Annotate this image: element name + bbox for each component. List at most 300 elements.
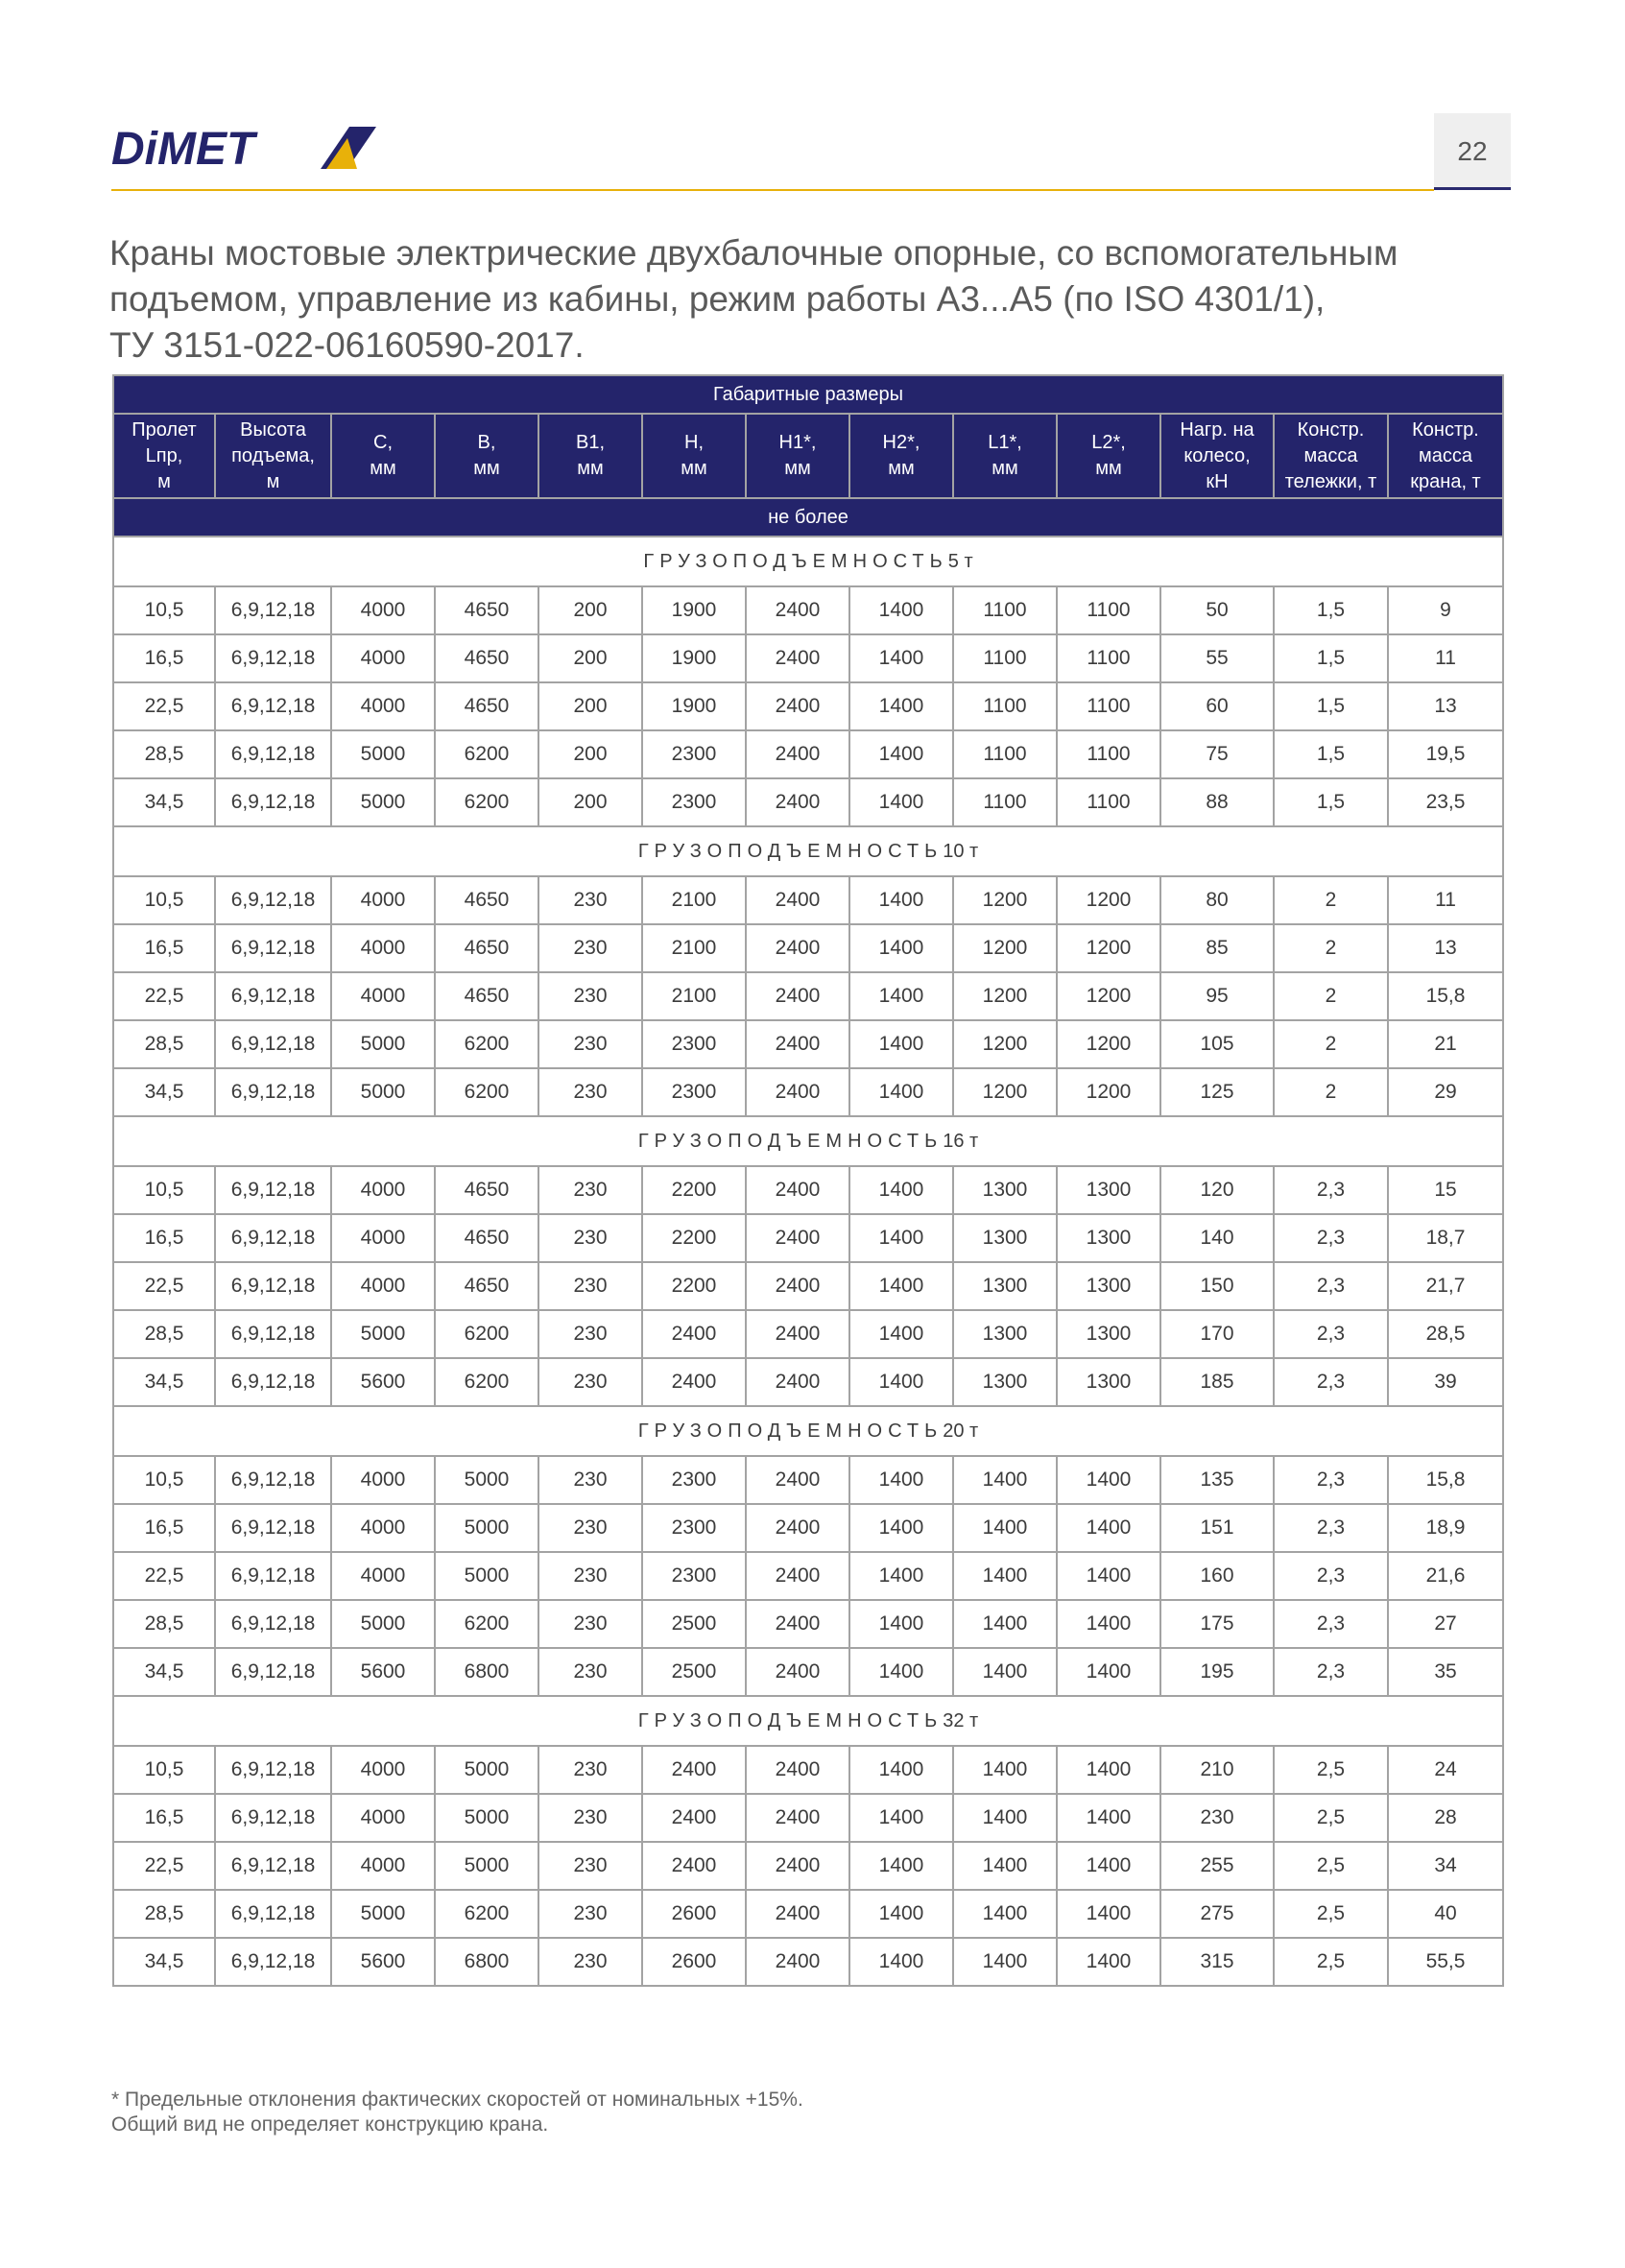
table-cell: 1400 (849, 1214, 953, 1262)
column-header (1057, 414, 1160, 498)
column-header-line: колесо, (1183, 444, 1251, 466)
table-cell: 1900 (642, 682, 746, 730)
table-cell: 1200 (1057, 876, 1160, 924)
table-cell: 1400 (1057, 1938, 1160, 1986)
table-row (113, 778, 1503, 826)
table-cell: 4650 (435, 1214, 538, 1262)
table-cell: 1100 (953, 586, 1057, 634)
table-row (113, 1938, 1503, 1986)
table-cell: 21 (1388, 1020, 1503, 1068)
table-cell: 1400 (849, 1794, 953, 1842)
table-row (113, 1794, 1503, 1842)
table-cell: 200 (538, 778, 642, 826)
table-cell: 230 (538, 1938, 642, 1986)
column-header-line: Нагр. на (1180, 418, 1255, 441)
table-cell: 2 (1274, 972, 1388, 1020)
table-cell: 6200 (435, 730, 538, 778)
table-cell: 2400 (746, 1214, 849, 1262)
table-cell: 4000 (331, 586, 435, 634)
footnote-line-1: * Предельные отклонения фактических скоростей от номинальных +15%. (111, 2089, 803, 2111)
table-row (113, 682, 1503, 730)
table-cell: 1400 (1057, 1842, 1160, 1890)
table-cell: 6,9,12,18 (215, 1214, 331, 1262)
title-line-1: Краны мостовые электрические двухбалочные опорные, со вспомогательным (109, 233, 1398, 273)
column-header-line: В, (477, 432, 496, 453)
column-header-line: масса (1419, 444, 1472, 466)
table-cell: 6200 (435, 1020, 538, 1068)
table-cell: 1400 (849, 1310, 953, 1358)
table-cell: 10,5 (113, 1456, 215, 1504)
table-cell: 1900 (642, 634, 746, 682)
column-header-line: мм (992, 458, 1018, 479)
table-row (113, 1890, 1503, 1938)
table-cell: 15,8 (1388, 1456, 1503, 1504)
table-cell: 2 (1274, 1020, 1388, 1068)
capacity-value: 20 т (943, 1420, 979, 1442)
table-cell: 2400 (746, 1456, 849, 1504)
table-cell: 255 (1160, 1842, 1274, 1890)
table-cell: 151 (1160, 1504, 1274, 1552)
table-cell: 1,5 (1274, 682, 1388, 730)
table-cell: 5000 (331, 1890, 435, 1938)
table-cell: 1400 (849, 1358, 953, 1406)
table-row (113, 1456, 1503, 1504)
table-cell: 2400 (642, 1310, 746, 1358)
table-cell: 1400 (849, 1068, 953, 1116)
table-cell: 13 (1388, 682, 1503, 730)
table-cell: 28,5 (113, 730, 215, 778)
table-cell: 34,5 (113, 778, 215, 826)
table-cell: 4000 (331, 1214, 435, 1262)
table-cell: 230 (1160, 1794, 1274, 1842)
table-cell: 1400 (1057, 1794, 1160, 1842)
table-row (113, 1020, 1503, 1068)
table-cell: 16,5 (113, 1794, 215, 1842)
table-cell: 5000 (435, 1746, 538, 1794)
table-cell: 1400 (849, 1890, 953, 1938)
table-cell: 230 (538, 1166, 642, 1214)
table-cell: 28,5 (113, 1310, 215, 1358)
table-cell: 5000 (435, 1456, 538, 1504)
column-header-line: Н1*, (778, 432, 817, 453)
table-cell: 2400 (746, 1552, 849, 1600)
table-cell: 230 (538, 1214, 642, 1262)
footnotes (111, 2088, 803, 2137)
table-cell: 6,9,12,18 (215, 1166, 331, 1214)
table-cell: 2300 (642, 1020, 746, 1068)
table-cell: 230 (538, 1794, 642, 1842)
table-cell: 1200 (953, 1020, 1057, 1068)
table-cell: 105 (1160, 1020, 1274, 1068)
table-cell: 6,9,12,18 (215, 1648, 331, 1696)
table-cell: 4000 (331, 634, 435, 682)
table-cell: 230 (538, 1842, 642, 1890)
table-cell: 2400 (746, 1262, 849, 1310)
table-cell: 6,9,12,18 (215, 1746, 331, 1794)
capacity-section-header (113, 537, 1503, 586)
table-cell: 2200 (642, 1166, 746, 1214)
table-cell: 2300 (642, 1552, 746, 1600)
column-header-line: L1*, (988, 432, 1022, 453)
table-cell: 185 (1160, 1358, 1274, 1406)
column-header-line: крана, т (1410, 470, 1481, 492)
column-header-line: кН (1206, 470, 1229, 492)
table-cell: 4000 (331, 1262, 435, 1310)
table-cell: 1400 (1057, 1504, 1160, 1552)
table-cell: 1,5 (1274, 586, 1388, 634)
table-cell: 230 (538, 876, 642, 924)
header-rule (111, 189, 1434, 191)
table-cell: 230 (538, 1600, 642, 1648)
table-cell: 2,3 (1274, 1262, 1388, 1310)
table-cell: 2,5 (1274, 1890, 1388, 1938)
table-cell: 170 (1160, 1310, 1274, 1358)
table-cell: 2400 (746, 1600, 849, 1648)
table-cell: 230 (538, 972, 642, 1020)
table-cell: 4000 (331, 1166, 435, 1214)
table-cell: 2,3 (1274, 1310, 1388, 1358)
table-cell: 11 (1388, 634, 1503, 682)
table-cell: 6,9,12,18 (215, 730, 331, 778)
table-cell: 2400 (642, 1842, 746, 1890)
capacity-label-cell (113, 1406, 1503, 1456)
table-cell: 55,5 (1388, 1938, 1503, 1986)
table-cell: 4000 (331, 1842, 435, 1890)
table-cell: 2400 (746, 876, 849, 924)
table-cell: 2400 (746, 1310, 849, 1358)
title-line-3: ТУ 3151-022-06160590-2017. (109, 325, 585, 365)
table-cell: 1900 (642, 586, 746, 634)
table-row (113, 1310, 1503, 1358)
table-cell: 5000 (435, 1504, 538, 1552)
table-cell: 125 (1160, 1068, 1274, 1116)
capacity-label: ГРУЗОПОДЪЕМНОСТЬ (637, 1130, 944, 1152)
table-cell: 1100 (953, 730, 1057, 778)
table-cell: 4000 (331, 1456, 435, 1504)
table-cell: 55 (1160, 634, 1274, 682)
table-cell: 4000 (331, 972, 435, 1020)
column-header (538, 414, 642, 498)
table-cell: 5000 (331, 1600, 435, 1648)
table-cell: 6,9,12,18 (215, 682, 331, 730)
table-cell: 2,3 (1274, 1456, 1388, 1504)
column-header (1274, 414, 1388, 498)
table-cell: 2400 (746, 1504, 849, 1552)
column-header-line: мм (473, 458, 500, 479)
table-cell: 85 (1160, 924, 1274, 972)
column-header-line: Lпр, (145, 444, 183, 466)
table-cell: 6200 (435, 1600, 538, 1648)
table-cell: 1300 (953, 1166, 1057, 1214)
table-cell: 21,6 (1388, 1552, 1503, 1600)
table-cell: 1400 (849, 1552, 953, 1600)
table-cell: 6800 (435, 1648, 538, 1696)
table-cell: 1400 (953, 1648, 1057, 1696)
table-cell: 200 (538, 730, 642, 778)
table-cell: 230 (538, 1068, 642, 1116)
table-cell: 1400 (849, 876, 953, 924)
crane-spec-table (112, 374, 1504, 1987)
table-cell: 5000 (331, 730, 435, 778)
capacity-label-cell (113, 826, 1503, 876)
table-cell: 1300 (953, 1214, 1057, 1262)
column-header-line: мм (577, 458, 604, 479)
table-cell: 200 (538, 634, 642, 682)
table-cell: 24 (1388, 1746, 1503, 1794)
table-cell: 315 (1160, 1938, 1274, 1986)
table-cell: 2,5 (1274, 1938, 1388, 1986)
table-cell: 1400 (849, 682, 953, 730)
table-cell: 6,9,12,18 (215, 1068, 331, 1116)
table-cell: 6,9,12,18 (215, 1358, 331, 1406)
table-cell: 2400 (746, 1068, 849, 1116)
column-header-line: мм (888, 458, 915, 479)
table-cell: 1300 (1057, 1166, 1160, 1214)
table-cell: 6,9,12,18 (215, 1310, 331, 1358)
table-cell: 50 (1160, 586, 1274, 634)
column-header-line: С, (373, 432, 393, 453)
column-header-line: В1, (575, 432, 606, 453)
table-cell: 200 (538, 586, 642, 634)
table-cell: 230 (538, 1552, 642, 1600)
column-header (113, 414, 215, 498)
table-cell: 10,5 (113, 586, 215, 634)
table-cell: 1400 (953, 1600, 1057, 1648)
table-cell: 29 (1388, 1068, 1503, 1116)
column-header-line: подъема, (231, 444, 315, 466)
table-cell: 1400 (849, 586, 953, 634)
column-header-line: Высота (240, 418, 306, 441)
table-cell: 2300 (642, 778, 746, 826)
table-cell: 22,5 (113, 1842, 215, 1890)
table-cell: 2 (1274, 924, 1388, 972)
table-cell: 75 (1160, 730, 1274, 778)
table-cell: 40 (1388, 1890, 1503, 1938)
table-cell: 2400 (746, 1020, 849, 1068)
table-cell: 6,9,12,18 (215, 1600, 331, 1648)
table-cell: 150 (1160, 1262, 1274, 1310)
table-cell: 230 (538, 1504, 642, 1552)
dimet-logo (111, 121, 380, 175)
table-cell: 230 (538, 1262, 642, 1310)
table-cell: 195 (1160, 1648, 1274, 1696)
table-cell: 1200 (953, 876, 1057, 924)
table-cell: 2400 (642, 1358, 746, 1406)
table-cell: 1400 (849, 778, 953, 826)
table-cell: 6200 (435, 1358, 538, 1406)
column-header-line: Констр. (1297, 418, 1365, 441)
table-row (113, 876, 1503, 924)
table-cell: 2100 (642, 876, 746, 924)
table-cell: 230 (538, 1358, 642, 1406)
table-cell: 1400 (849, 1020, 953, 1068)
table-cell: 6,9,12,18 (215, 1504, 331, 1552)
table-cell: 1400 (953, 1938, 1057, 1986)
table-cell: 1100 (1057, 682, 1160, 730)
table-cell: 6,9,12,18 (215, 1456, 331, 1504)
capacity-value: 32 т (943, 1709, 979, 1731)
table-cell: 1100 (953, 682, 1057, 730)
table-cell: 15,8 (1388, 972, 1503, 1020)
capacity-label-cell (113, 1696, 1503, 1746)
table-cell: 1400 (953, 1890, 1057, 1938)
table-cell: 23,5 (1388, 778, 1503, 826)
table-cell: 5000 (435, 1552, 538, 1600)
table-cell: 230 (538, 1746, 642, 1794)
table-cell: 2200 (642, 1262, 746, 1310)
table-row (113, 1358, 1503, 1406)
column-header-line: тележки, т (1284, 470, 1377, 492)
table-cell: 6,9,12,18 (215, 586, 331, 634)
table-cell: 1400 (849, 1600, 953, 1648)
table-cell: 18,7 (1388, 1214, 1503, 1262)
table-cell: 4650 (435, 682, 538, 730)
table-cell: 1400 (1057, 1552, 1160, 1600)
table-cell: 1400 (1057, 1600, 1160, 1648)
table-cell: 2200 (642, 1214, 746, 1262)
table-cell: 95 (1160, 972, 1274, 1020)
table-cell: 1400 (849, 1842, 953, 1890)
table-cell: 2300 (642, 1504, 746, 1552)
table-cell: 230 (538, 1890, 642, 1938)
table-cell: 2400 (746, 778, 849, 826)
table-cell: 6200 (435, 1310, 538, 1358)
column-header (953, 414, 1057, 498)
table-cell: 5600 (331, 1648, 435, 1696)
table-cell: 21,7 (1388, 1262, 1503, 1310)
table-cell: 16,5 (113, 634, 215, 682)
title-line-2: подъемом, управление из кабины, режим работы А3...А5 (по ISO 4301/1), (109, 279, 1326, 319)
table-cell: 1100 (1057, 586, 1160, 634)
table-cell: 5000 (331, 1068, 435, 1116)
table-cell: 16,5 (113, 1504, 215, 1552)
capacity-value: 5 т (947, 550, 973, 572)
column-header (331, 414, 435, 498)
table-cell: 22,5 (113, 1262, 215, 1310)
table-cell: 1400 (953, 1552, 1057, 1600)
table-cell: 1100 (953, 634, 1057, 682)
table-cell: 1200 (1057, 1020, 1160, 1068)
table-cell: 2,3 (1274, 1600, 1388, 1648)
table-cell: 160 (1160, 1552, 1274, 1600)
table-cell: 6,9,12,18 (215, 1020, 331, 1068)
capacity-section-header (113, 1406, 1503, 1456)
capacity-section-header (113, 1696, 1503, 1746)
table-cell: 6,9,12,18 (215, 1938, 331, 1986)
table-cell: 1200 (1057, 1068, 1160, 1116)
table-cell: 1400 (849, 1456, 953, 1504)
table-cell: 6,9,12,18 (215, 876, 331, 924)
table-cell: 2400 (642, 1746, 746, 1794)
table-cell: 16,5 (113, 1214, 215, 1262)
capacity-value: 16 т (943, 1130, 979, 1152)
table-cell: 230 (538, 924, 642, 972)
capacity-label-cell (113, 537, 1503, 586)
table-cell: 6200 (435, 1068, 538, 1116)
table-cell: 1400 (1057, 1456, 1160, 1504)
table-cell: 2100 (642, 972, 746, 1020)
table-cell: 2400 (746, 1794, 849, 1842)
table-cell: 9 (1388, 586, 1503, 634)
table-cell: 2500 (642, 1600, 746, 1648)
table-cell: 6,9,12,18 (215, 634, 331, 682)
table-cell: 16,5 (113, 924, 215, 972)
table-row (113, 1842, 1503, 1890)
table-cell: 2300 (642, 730, 746, 778)
table-cell: 135 (1160, 1456, 1274, 1504)
table-cell: 1300 (953, 1262, 1057, 1310)
table-cell: 28,5 (113, 1020, 215, 1068)
table-row (113, 586, 1503, 634)
table-cell: 2400 (746, 1842, 849, 1890)
table-cell: 175 (1160, 1600, 1274, 1648)
table-cell: 2400 (746, 1938, 849, 1986)
table-cell: 210 (1160, 1746, 1274, 1794)
table-cell: 2400 (746, 972, 849, 1020)
column-header (435, 414, 538, 498)
table-cell: 200 (538, 682, 642, 730)
table-cell: 15 (1388, 1166, 1503, 1214)
table-cell: 34 (1388, 1842, 1503, 1890)
table-cell: 2100 (642, 924, 746, 972)
table-cell: 2400 (642, 1794, 746, 1842)
table-cell: 4000 (331, 1504, 435, 1552)
column-header-line: мм (1095, 458, 1122, 479)
table-cell: 2400 (746, 730, 849, 778)
table-cell: 2400 (746, 586, 849, 634)
table-cell: 5000 (331, 778, 435, 826)
table-cell: 11 (1388, 876, 1503, 924)
table-cell: 140 (1160, 1214, 1274, 1262)
table-cell: 1100 (1057, 730, 1160, 778)
column-header-line: мм (370, 458, 396, 479)
table-cell: 34,5 (113, 1068, 215, 1116)
column-header (215, 414, 331, 498)
table-cell: 5000 (435, 1842, 538, 1890)
table-cell: 1400 (849, 972, 953, 1020)
table-cell: 18,9 (1388, 1504, 1503, 1552)
table-cell: 4000 (331, 682, 435, 730)
table-cell: 1400 (849, 634, 953, 682)
table-cell: 1200 (1057, 924, 1160, 972)
table-cell: 10,5 (113, 876, 215, 924)
table-cell: 230 (538, 1020, 642, 1068)
logo-wordmark: DiMET (111, 124, 255, 175)
capacity-label: ГРУЗОПОДЪЕМНОСТЬ (637, 840, 944, 862)
table-cell: 230 (538, 1456, 642, 1504)
footnote-line-2: Общий вид не определяет конструкцию крана. (111, 2113, 549, 2136)
table-cell: 2400 (746, 682, 849, 730)
table-cell: 4000 (331, 924, 435, 972)
table-cell: 1200 (953, 924, 1057, 972)
table-cell: 2,3 (1274, 1214, 1388, 1262)
table-cell: 80 (1160, 876, 1274, 924)
table-cell: 6200 (435, 778, 538, 826)
table-cell: 1400 (953, 1794, 1057, 1842)
table-cell: 22,5 (113, 972, 215, 1020)
capacity-label: ГРУЗОПОДЪЕМНОСТЬ (637, 1709, 944, 1731)
table-cell: 1400 (953, 1842, 1057, 1890)
table-row (113, 1746, 1503, 1794)
table-cell: 6,9,12,18 (215, 1552, 331, 1600)
table-cell: 2,3 (1274, 1648, 1388, 1696)
capacity-section-header (113, 826, 1503, 876)
table-cell: 1400 (1057, 1648, 1160, 1696)
table-cell: 1400 (849, 1746, 953, 1794)
table-cell: 88 (1160, 778, 1274, 826)
table-cell: 4650 (435, 876, 538, 924)
table-cell: 1100 (953, 778, 1057, 826)
